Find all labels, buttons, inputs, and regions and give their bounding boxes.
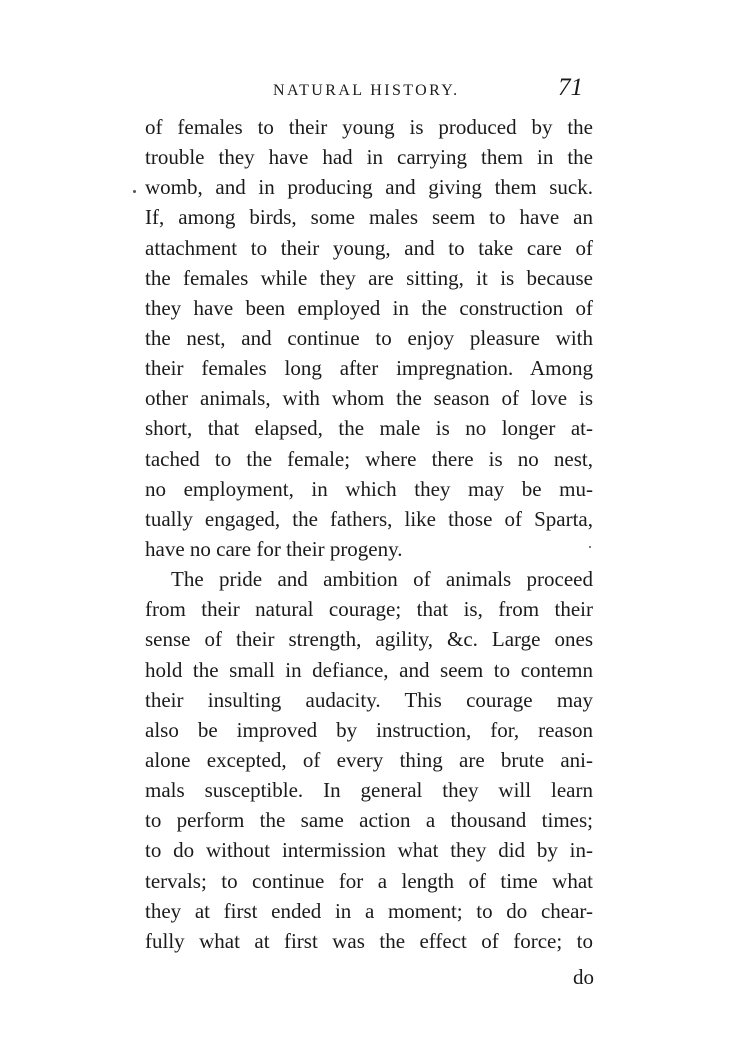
text-line: tervals; to continue for a length of time what [145, 868, 593, 893]
text-line: trouble they have had in carrying them in the [145, 145, 593, 170]
text-line: from their natural courage; that is, from their [145, 597, 593, 622]
text-line: fully what at first was the effect of force; to [145, 928, 593, 953]
running-title: NATURAL HISTORY. [273, 82, 460, 99]
paragraph-last-line: have no care for their progeny. [145, 536, 403, 561]
text-line: other animals, with whom the season of love is [145, 386, 593, 411]
text-line: the females while they are sitting, it is because [145, 265, 593, 290]
text-line: the nest, and continue to enjoy pleasure with [145, 325, 593, 350]
text-line: no employment, in which they may be mu- [145, 476, 593, 501]
text-line: hold the small in defiance, and seem to contemn [145, 657, 593, 682]
text-line: tached to the female; where there is no nest, [145, 446, 593, 471]
catchword: do [573, 965, 594, 989]
text-line: their females long after impregnation. Among [145, 356, 593, 381]
text-line: womb, and in producing and giving them suck. [145, 175, 593, 200]
text-line: to do without intermission what they did by in- [145, 838, 593, 863]
text-line: their insulting audacity. This courage may [145, 687, 593, 712]
text-line: they at first ended in a moment; to do chear- [145, 898, 593, 923]
page-number: 71 [558, 74, 583, 101]
paragraph-first-line: The pride and ambition of animals proceed [171, 567, 593, 592]
text-line: to perform the same action a thousand times; [145, 808, 593, 833]
body-text [145, 112, 593, 956]
text-line: also be improved by instruction, for, reason [145, 717, 593, 742]
text-line: If, among birds, some males seem to have an [145, 205, 593, 230]
ink-speck [589, 546, 591, 548]
text-line: mals susceptible. In general they will learn [145, 778, 593, 803]
ink-speck [133, 190, 136, 193]
text-line: alone excepted, of every thing are brute ani- [145, 747, 593, 772]
text-line: they have been employed in the construction of [145, 295, 593, 320]
running-head [145, 74, 597, 108]
text-line: short, that elapsed, the male is no longer at- [145, 416, 593, 441]
text-line: sense of their strength, agility, &c. Large ones [145, 627, 593, 652]
text-line: attachment to their young, and to take care of [145, 235, 593, 260]
text-line: of females to their young is produced by the [145, 115, 593, 139]
text-line: tually engaged, the fathers, like those of Sparta, [145, 506, 593, 531]
